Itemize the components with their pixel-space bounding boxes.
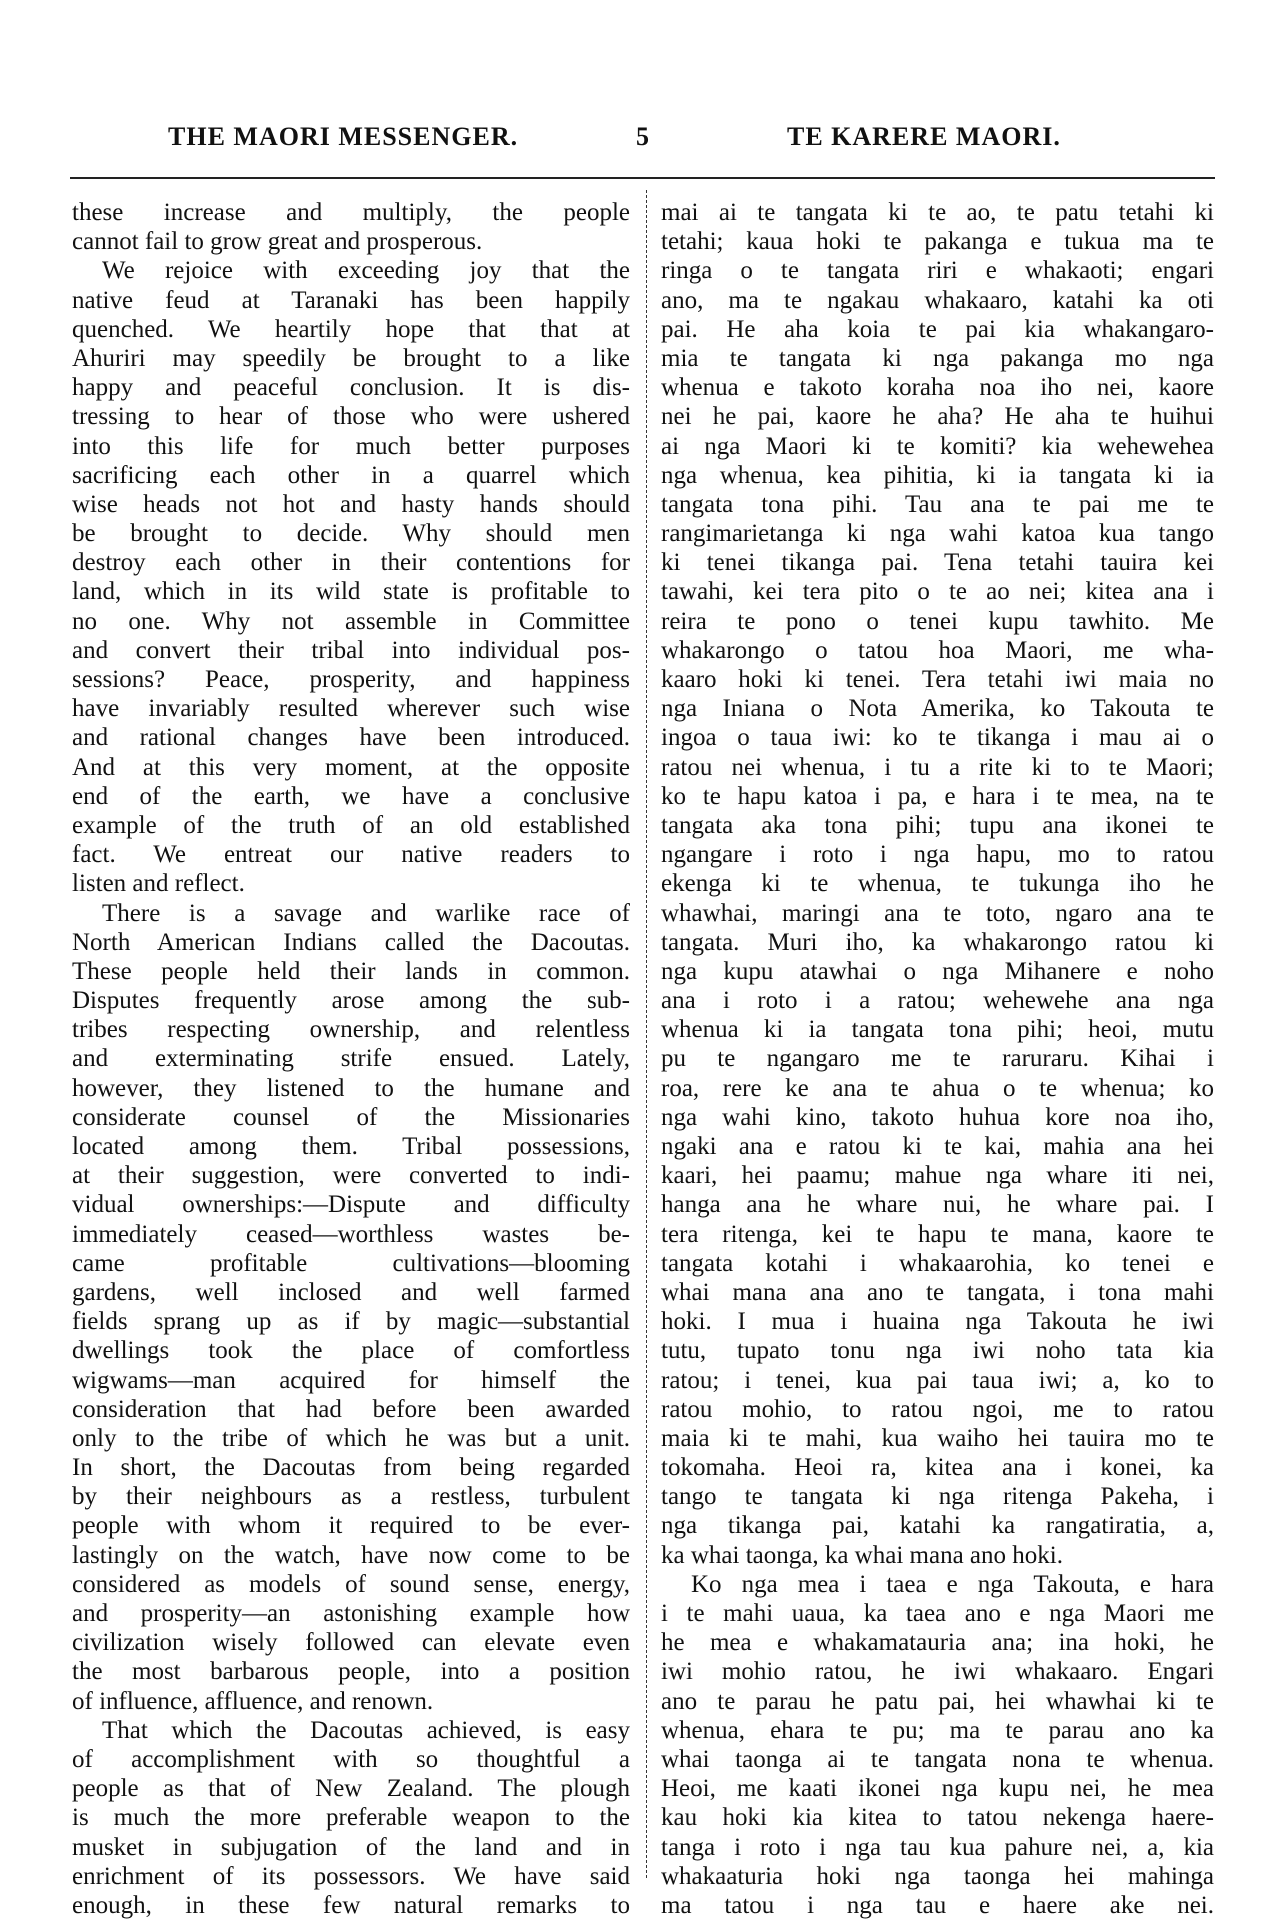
text-line: maia ki te mahi, kua waiho hei tauira mo te [661,1424,1214,1452]
text-line: nga whenua, kea pihitia, ki ia tangata ki ia [661,461,1214,489]
text-line: listen and reflect. [72,870,245,898]
text-line: sacrificing each other in a quarrel which [72,461,630,489]
text-line: people as that of New Zealand. The plough [72,1775,630,1803]
text-line: and exterminating strife ensued. Lately, [72,1045,630,1073]
text-line: tribes respecting ownership, and relentless [72,1016,630,1044]
text-line: ngaki ana e ratou ki te kai, mahia ana hei [661,1133,1214,1160]
text-line: example of the truth of an old established [72,811,630,839]
text-line: tangata tona pihi. Tau ana te pai me te [661,490,1214,518]
text-line: ai nga Maori ki te komiti? kia wehewehea [661,432,1214,460]
text-line: In short, the Dacoutas from being regarded [72,1454,630,1482]
text-line: at their suggestion, were converted to indi- [72,1162,630,1190]
text-line: nga tikanga pai, katahi ka rangatiratia, a, [661,1512,1214,1540]
text-line: quenched. We heartily hope that that at [72,315,630,343]
text-line: wigwams—man acquired for himself the [72,1366,630,1394]
text-line: lastingly on the watch, have now come to be [72,1541,630,1569]
text-line: ka whai taonga, ka whai mana ano hoki. [661,1541,1063,1569]
text-line: whakaaturia hoki nga taonga hei mahinga [661,1862,1214,1890]
text-line: North American Indians called the Dacoutas. [72,928,630,956]
text-line: That which the Dacoutas achieved, is easy [102,1716,630,1744]
text-line: of influence, affluence, and renown. [72,1687,434,1715]
text-line: he mea e whakamatauria ana; ina hoki, he [661,1629,1214,1657]
text-line: people with whom it required to be ever- [72,1512,630,1540]
text-line: of accomplishment with so thoughtful a [72,1745,630,1773]
text-line: be brought to decide. Why should men [72,520,630,548]
text-line: tokomaha. Heoi ra, kitea ana i konei, ka [661,1454,1214,1482]
text-line: tera ritenga, kei te hapu te mana, kaore te [661,1220,1214,1248]
text-line: sessions? Peace, prosperity, and happiness [72,666,630,693]
text-line: ano, ma te ngakau whakaaro, katahi ka oti [661,286,1214,314]
text-line: whakarongo o tatou hoa Maori, me wha- [661,636,1214,664]
text-line: ngangare i roto i nga hapu, mo to ratou [661,841,1214,869]
text-line: ingoa o taua iwi: ko te tikanga i mau ai o [661,724,1214,752]
text-line: ratou mohio, to ratou ngoi, me to ratou [661,1395,1214,1423]
text-line: vidual ownerships:—Dispute and difficulty [72,1191,630,1219]
text-line: whai mana ana ano te tangata, i tona mahi [661,1278,1214,1306]
text-line: consideration that had before been awarded [72,1395,630,1423]
text-line: There is a savage and warlike race of [102,899,630,927]
text-line: whenua e takoto koraha noa iho nei, kaore [661,374,1214,402]
text-line: nga wahi kino, takoto huhua kore noa iho, [661,1103,1214,1131]
maori-column [661,198,1214,1920]
text-line: fields sprang up as if by magic—substantial [72,1308,630,1336]
text-line: located among them. Tribal possessions, [72,1133,630,1160]
text-line: tango te tangata ki nga ritenga Pakeha, i [661,1483,1214,1511]
text-line: native feud at Taranaki has been happily [72,286,630,314]
text-line: destroy each other in their contentions for [72,549,630,577]
text-line: whenua ki ia tangata tona pihi; heoi, mutu [661,1016,1214,1044]
text-line: nei he pai, kaore he aha? He aha te huihui [661,403,1214,431]
text-line: roa, rere ke ana te ahua o te whenua; ko [661,1074,1214,1102]
text-line: civilization wisely followed can elevate even [72,1629,630,1657]
text-line: nga kupu atawhai o nga Mihanere e noho [661,957,1214,985]
masthead-english-title: THE MAORI MESSENGER. [168,122,519,151]
text-line: reira te pono o tenei kupu tawhito. Me [661,607,1214,635]
text-line: is much the more preferable weapon to the [72,1804,630,1832]
text-line: tangata aka tona pihi; tupu ana ikonei te [661,811,1214,839]
text-line: pai. He aha koia te pai kia whakangaro- [661,315,1214,343]
text-line: enough, in these few natural remarks to [72,1891,630,1919]
text-line: into this life for much better purposes [72,432,630,460]
text-line: Ko nga mea i taea e nga Takouta, e hara [691,1570,1214,1598]
text-line: i te mahi uaua, ka taea ano e nga Maori me [661,1600,1214,1627]
text-line: tressing to hear of those who were ushered [72,403,630,431]
text-line: ringa o te tangata riri e whakaoti; engari [661,257,1214,285]
text-line: ano te parau he patu pai, hei whawhai ki te [661,1687,1214,1715]
text-line: ana i roto i a ratou; wehewehe ana nga [661,987,1214,1015]
text-line: rangimarietanga ki nga wahi katoa kua tango [661,520,1214,548]
text-line: have invariably resulted wherever such wise [72,695,630,723]
text-line: immediately ceased—worthless wastes be- [72,1220,630,1248]
text-line: iwi mohio ratou, he iwi whakaaro. Engari [661,1658,1214,1686]
text-line: tutu, tupato tonu nga iwi noho tata kia [661,1337,1214,1365]
text-line: considered as models of sound sense, energy, [72,1570,630,1598]
text-line: ratou nei whenua, i tu a rite ki to te Maori; [661,753,1214,781]
text-line: these increase and multiply, the people [72,199,630,226]
text-line: the most barbarous people, into a position [72,1658,630,1686]
english-column [72,198,630,1920]
text-line: mia te tangata ki nga pakanga mo nga [661,344,1214,372]
text-line: tetahi; kaua hoki te pakanga e tukua ma te [661,228,1214,256]
page-number: 5 [636,122,650,151]
text-line: hanga ana he whare nui, he whare pai. I [661,1191,1214,1219]
text-line: pu te ngangaro me te raruraru. Kihai i [661,1045,1214,1073]
text-line: Heoi, me kaati ikonei nga kupu nei, he mea [661,1775,1214,1803]
text-line: ekenga ki te whenua, te tukunga iho he [661,870,1214,898]
column-divider [646,190,647,1878]
text-line: only to the tribe of which he was but a unit. [72,1424,630,1452]
text-line: enrichment of its possessors. We have said [72,1862,630,1890]
text-line: And at this very moment, at the opposite [72,753,630,781]
masthead-maori-title: TE KARERE MAORI. [787,122,1061,151]
text-line: however, they listened to the humane and [72,1074,630,1102]
text-line: ko te hapu katoa i pa, e hara i te mea, na te [661,782,1214,810]
text-line: end of the earth, we have a conclusive [72,782,630,810]
text-line: by their neighbours as a restless, turbulent [72,1483,630,1511]
text-line: considerate counsel of the Missionaries [72,1103,630,1131]
text-line: no one. Why not assemble in Committee [72,607,630,635]
text-line: gardens, well inclosed and well farmed [72,1278,630,1306]
header-rule [70,177,1215,179]
text-line: Disputes frequently arose among the sub- [72,987,630,1015]
text-line: ratou; i tenei, kua pai taua iwi; a, ko to [661,1366,1214,1394]
text-line: and prosperity—an astonishing example how [72,1600,630,1627]
text-line: We rejoice with exceeding joy that the [102,257,630,285]
text-line: Ahuriri may speedily be brought to a like [72,344,630,372]
text-line: nga Iniana o Nota Amerika, ko Takouta te [661,695,1214,723]
text-line: and convert their tribal into individual pos- [72,636,630,664]
text-line: ki tenei tikanga pai. Tena tetahi tauira kei [661,549,1214,577]
text-line: kaaro hoki ki tenei. Tera tetahi iwi maia no [661,666,1214,693]
text-line: dwellings took the place of comfortless [72,1337,630,1365]
text-line: and rational changes have been introduced. [72,724,630,752]
text-line: mai ai te tangata ki te ao, te patu tetahi ki [661,199,1214,226]
text-line: hoki. I mua i huaina nga Takouta he iwi [661,1308,1214,1336]
text-line: wise heads not hot and hasty hands should [72,490,630,518]
text-line: fact. We entreat our native readers to [72,841,630,869]
text-line: These people held their lands in common. [72,957,630,985]
text-line: musket in subjugation of the land and in [72,1833,630,1861]
text-line: whai taonga ai te tangata nona te whenua. [661,1745,1214,1773]
text-line: came profitable cultivations—blooming [72,1249,630,1277]
text-line: cannot fail to grow great and prosperous. [72,228,483,256]
text-line: kaari, hei paamu; mahue nga whare iti nei, [661,1162,1214,1190]
text-line: tanga i roto i nga tau kua pahure nei, a, kia [661,1833,1214,1861]
text-line: happy and peaceful conclusion. It is dis- [72,374,630,402]
text-line: tangata kotahi i whakaarohia, ko tenei e [661,1249,1214,1277]
text-line: whawhai, maringi ana te toto, ngaro ana te [661,899,1214,927]
text-line: land, which in its wild state is profitable to [72,578,630,606]
text-line: tangata. Muri iho, ka whakarongo ratou ki [661,928,1214,956]
text-line: tawahi, kei tera pito o te ao nei; kitea ana i [661,578,1214,606]
text-line: whenua, ehara te pu; ma te parau ano ka [661,1716,1214,1744]
text-line: kau hoki kia kitea to tatou nekenga haere- [661,1804,1214,1832]
text-line: ma tatou i nga tau e haere ake nei. [661,1891,1214,1919]
